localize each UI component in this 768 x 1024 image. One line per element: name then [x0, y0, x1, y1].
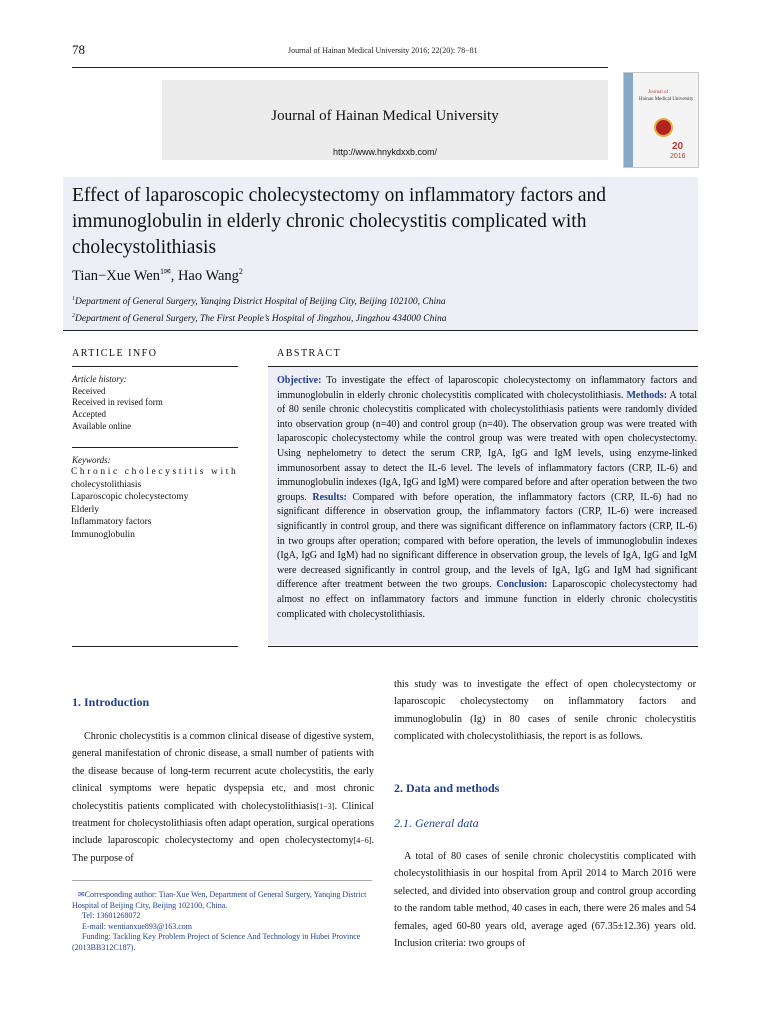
- cover-title-line2: Hainan Medical University: [639, 97, 694, 102]
- results-text: Compared with before operation, the inflammatory factors (CRP, IL-6) had no significant difference in observation group, the inflammatory factors (CRP, IL-6) were increased significantly in control group, and there was significant difference on inflammatory factors (CRP, IL-6) in two groups after operation; compared with before operation, the levels of immunoglobulin indexes (IgA, IgG and IgM) had no significant difference in observation group, the levels of IgA, IgG and IgM were decreased significantly in control group, and the levels of IgA, IgG and IgM had significant difference after treatment between the two groups.: [277, 491, 698, 591]
- keyword-item: Immunoglobulin: [71, 530, 135, 540]
- corresponding-author: [72, 890, 374, 911]
- keyword-item: Chronic cholecystitis with: [71, 467, 239, 477]
- footnote-rule: [72, 880, 372, 881]
- journal-name: Journal of Hainan Medical University: [271, 108, 499, 124]
- funding: Funding: Tackling Key Problem Project of Science And Technology in Hubei Province (2013BB312C187).: [72, 932, 361, 952]
- affiliation-text: Department of General Surgery, The First People’s Hospital of Jingzhou, Jingzhou 434000 China: [75, 314, 447, 325]
- introduction-continued: this study was to investigate the effect of open cholecystectomy or laparoscopic cholecystectomy on inflammatory factors and immunoglobulin (Ig) in 80 cases of senile chronic cholecystitis complicated with cholecystolithiasis, the report is as follows.: [394, 679, 696, 743]
- journal-cover-image: [623, 72, 699, 168]
- cover-year: 2016: [670, 153, 686, 160]
- footnote: [72, 890, 374, 953]
- author-affiliation-marker: 1: [159, 267, 164, 276]
- article-title: Effect of laparoscopic cholecystectomy on inflammatory factors and immunoglobulin in elderly chronic cholecystitis complicated with cholecystolithiasis: [72, 185, 607, 258]
- keyword-item: cholecystolithiasis: [71, 480, 142, 490]
- journal-banner: [162, 80, 608, 160]
- journal-url[interactable]: http://www.hnykdxxb.com/: [332, 147, 438, 157]
- page-number: 78: [72, 42, 85, 57]
- abstract-box: [268, 367, 698, 645]
- introduction-heading: 1. Introduction: [72, 695, 150, 709]
- abstract-body: [277, 374, 697, 622]
- objective-text: To investigate the effect of laparoscopic cholecystectomy on inflammatory factors and immunoglobulin in elderly chronic cholecystitis complicated with cholecystolithiasis.: [277, 375, 697, 401]
- conclusion-label: Conclusion:: [496, 579, 548, 591]
- general-data-paragraph: A total of 80 cases of senile chronic cholecystitis complicated with cholecystolithiasis in our hospital from April 2014 to March 2016 were selected, and divided into observation group and control group according to the random table method, 40 cases in each, there were 26 males and 54 females, aged 60-80 years old, average aged (67.35±12.36) years old. Inclusion criteria: two groups of: [394, 851, 696, 950]
- abstract-bottom-rule: [268, 646, 698, 647]
- intro-text: . The purpose of: [72, 835, 374, 864]
- keywords-label: Keywords:: [72, 455, 111, 465]
- abstract-heading: ABSTRACT: [277, 348, 342, 359]
- citation-link[interactable]: [4−6]: [353, 836, 372, 846]
- article-info-heading: ARTICLE INFO: [72, 348, 158, 359]
- cover-spine: [624, 73, 633, 167]
- history-received: Received: [72, 386, 106, 396]
- journal-citation: Journal of Hainan Medical University 2016; 22(20): 78−81: [288, 46, 478, 55]
- title-rule: [63, 330, 698, 331]
- envelope-icon[interactable]: ✉: [163, 267, 171, 276]
- author-name: Tian−Xue Wen: [72, 267, 160, 284]
- history-online: Available online: [72, 421, 132, 431]
- keyword-item: Laparoscopic cholecystectomy: [71, 492, 189, 502]
- cover-emblem-icon: [654, 118, 673, 137]
- title-block: [63, 177, 698, 330]
- affiliation-text: Department of General Surgery, Yanqing District Hospital of Beijing City, Beijing 102100, China: [75, 297, 446, 308]
- introduction-paragraph: [72, 728, 374, 867]
- history-accepted: Accepted: [72, 409, 106, 419]
- history-label: Article history:: [72, 374, 127, 384]
- methods-text: A total of 80 senile chronic cholecystitis complicated with cholecystolithiasis patients were randomly divided into observation group (n=40) and control group (n=40). The observation group was were treated with laparoscopic cholecystectomy while the control group was were treated with open cholecystectomy. Using nephelometry to detect the serum CRP, IgA, IgG and IgM levels, using enzyme-linked immunosorbent assay to detect the IL-6 level. The levels of inflammatory factors (CRP, IL-6) and immunoglobulin indexes (IgA, IgG and IgM) were compared before and after operation between the two groups.: [277, 389, 697, 503]
- affiliation-2: [72, 313, 447, 324]
- keyword-item: Inflammatory factors: [71, 517, 152, 527]
- citation-link[interactable]: [1−3]: [316, 801, 335, 811]
- keyword-item: Elderly: [71, 505, 99, 515]
- methods-heading: 2. Data and methods: [394, 781, 500, 795]
- corresponding-author-text: Corresponding author: Tian-Xue Wen, Department of General Surgery, Yanqing District Hospital of Beijing City, Beijing 102100, China.: [72, 890, 367, 910]
- tel: Tel: 13601268072: [82, 911, 141, 920]
- keywords-rule: [72, 447, 238, 448]
- article-info-bottom-rule: [72, 646, 238, 647]
- author-line: [72, 267, 243, 285]
- cover-title-line1: Journal of: [648, 90, 669, 95]
- affiliation-marker: 1: [72, 296, 75, 302]
- history-revised: Received in revised form: [72, 397, 163, 407]
- author-name: , Hao Wang: [170, 267, 239, 284]
- objective-label: Objective:: [277, 375, 322, 386]
- conclusion-text: Laparoscopic cholecystectomy had almost no effect on inflammatory factors and immune function in elderly chronic cholecystitis complicated with cholecystolithiasis.: [277, 579, 698, 620]
- author-affiliation-marker: 2: [238, 267, 243, 276]
- header-rule: [72, 67, 608, 68]
- article-info-rule: [72, 366, 238, 367]
- cover-issue: 20: [672, 141, 684, 152]
- intro-text: . Clinical treatment for cholecystolithiasis often adapt operation, surgical operations include laparoscopic cholecystectomy and open cholecystectomy: [72, 800, 374, 847]
- corresponding-author-icon: ✉: [78, 890, 85, 899]
- affiliation-1: [72, 296, 446, 307]
- methods-label: Methods:: [626, 389, 668, 401]
- intro-text: Chronic cholecystitis is a common clinical disease of digestive system, general manifestation of chronic disease, a small number of patients with the disease because of long-term recurrent acute cholecystitis, the early clinical symptoms were hepatic dyspepsia etc, and most chronic cholecystitis patients complicated with cholecystolithiasis: [72, 731, 374, 812]
- results-label: Results:: [312, 491, 347, 503]
- general-data-heading: 2.1. General data: [394, 816, 479, 830]
- email[interactable]: E-mail: wentianxue893@163.com: [82, 921, 193, 931]
- affiliation-marker: 2: [72, 313, 75, 319]
